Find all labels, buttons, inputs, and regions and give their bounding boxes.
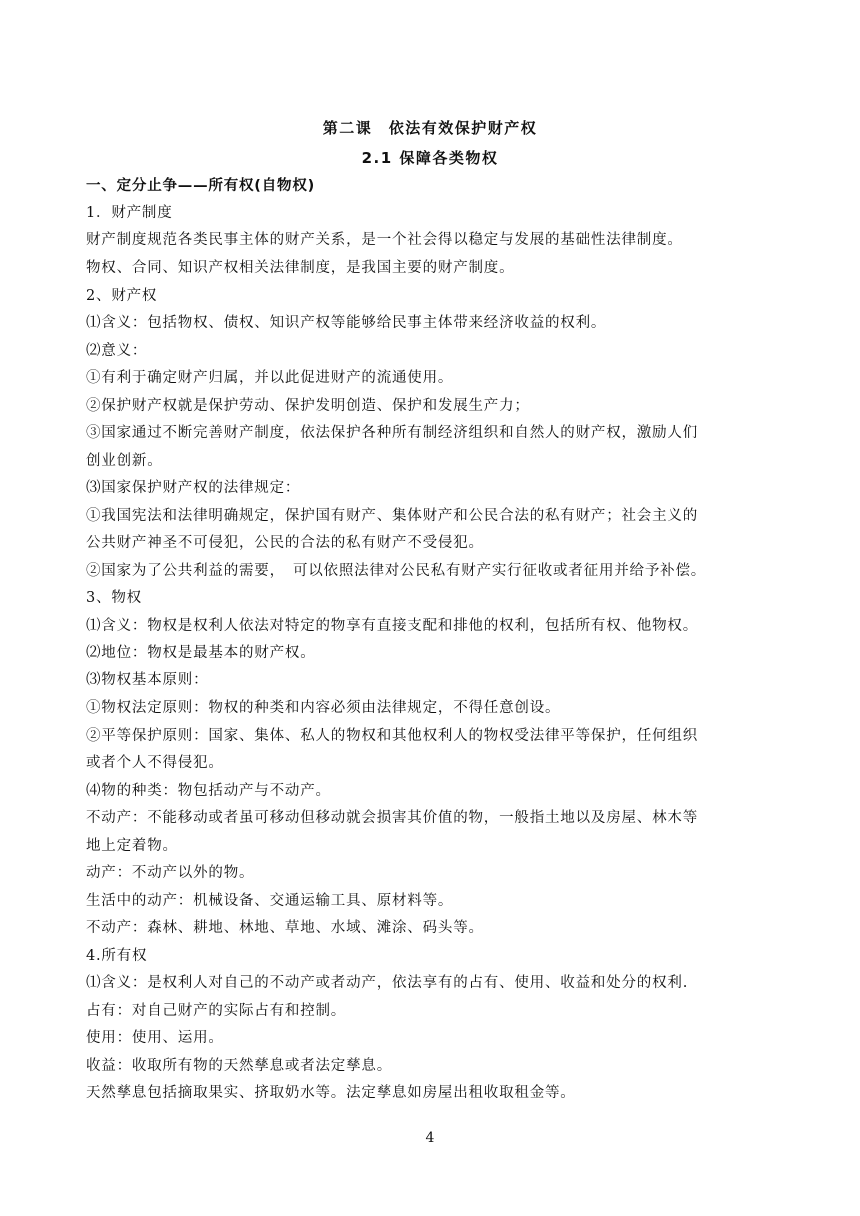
text-line: 不动产：不能移动或者虽可移动但移动就会损害其价值的物，一般指土地以及房屋、林木等 <box>86 810 698 826</box>
text-line: ①我国宪法和法律明确规定，保护国有财产、集体财产和公民合法的私有财产；社会主义的 <box>86 508 698 524</box>
text-line: ⑷物的种类：物包括动产与不动产。 <box>86 783 331 799</box>
text-line: 公共财产神圣不可侵犯，公民的合法的私有财产不受侵犯。 <box>86 535 484 551</box>
text-line: 收益：收取所有物的天然孳息或者法定孳息。 <box>86 1058 392 1074</box>
text-line: ②保护财产权就是保护劳动、保护发明创造、保护和发展生产力； <box>86 398 530 414</box>
text-line: ①有利于确定财产归属，并以此促进财产的流通使用。 <box>86 370 454 386</box>
text-line: 天然孳息包括摘取果实、挤取奶水等。法定孳息如房屋出租收取租金等。 <box>86 1085 576 1101</box>
text-line: 不动产：森林、耕地、林地、草地、水域、滩涂、码头等。 <box>86 920 484 936</box>
text-line: 使用：使用、运用。 <box>86 1030 224 1046</box>
text-line: ②国家为了公共利益的需要， 可以依照法律对公民私有财产实行征收或者征用并给予补偿。 <box>86 563 707 579</box>
text-line: 或者个人不得侵犯。 <box>86 755 224 771</box>
text-line: ①物权法定原则：物权的种类和内容必须由法律规定，不得任意创设。 <box>86 700 561 716</box>
text-line: ⑵地位：物权是最基本的财产权。 <box>86 645 316 661</box>
text-line: ⑴含义：包括物权、债权、知识产权等能够给民事主体带来经济收益的权利。 <box>86 315 607 331</box>
section-title: 2.1 保障各类物权 <box>361 149 499 167</box>
text-line: 3、物权 <box>86 590 142 606</box>
text-line: 动产：不动产以外的物。 <box>86 865 255 881</box>
text-line: 创业创新。 <box>86 453 163 469</box>
text-line: ⑵意义： <box>86 343 148 359</box>
text-line: 物权、合同、知识产权相关法律制度，是我国主要的财产制度。 <box>86 260 515 276</box>
text-line: 生活中的动产：机械设备、交通运输工具、原材料等。 <box>86 893 454 909</box>
text-line: ②平等保护原则：国家、集体、私人的物权和其他权利人的物权受法律平等保护，任何组织 <box>86 728 698 744</box>
text-line: ⑴含义：是权利人对自己的不动产或者动产，依法享有的占有、使用、收益和处分的权利. <box>86 975 689 991</box>
text-line: 4.所有权 <box>86 948 148 964</box>
text-line: 占有：对自己财产的实际占有和控制。 <box>86 1003 347 1019</box>
text-line: 地上定着物。 <box>86 838 178 854</box>
text-line: 财产制度规范各类民事主体的财产关系，是一个社会得以稳定与发展的基础性法律制度。 <box>86 232 683 248</box>
page-number: 4 <box>425 1130 435 1146</box>
text-line: ③国家通过不断完善财产制度，依法保护各种所有制经济组织和自然人的财产权，激励人们 <box>86 425 698 441</box>
text-line: ⑶国家保护财产权的法律规定： <box>86 480 301 496</box>
heading-1: 一、定分止争——所有权(自物权) <box>86 178 316 194</box>
text-line: ⑴含义：物权是权利人依法对特定的物享有直接支配和排他的权利，包括所有权、他物权。 <box>86 618 698 634</box>
text-line: 2、财产权 <box>86 288 158 304</box>
text-line: 1．财产制度 <box>86 205 173 221</box>
chapter-title: 第二课 依法有效保护财产权 <box>322 119 538 137</box>
text-line: ⑶物权基本原则： <box>86 672 209 688</box>
